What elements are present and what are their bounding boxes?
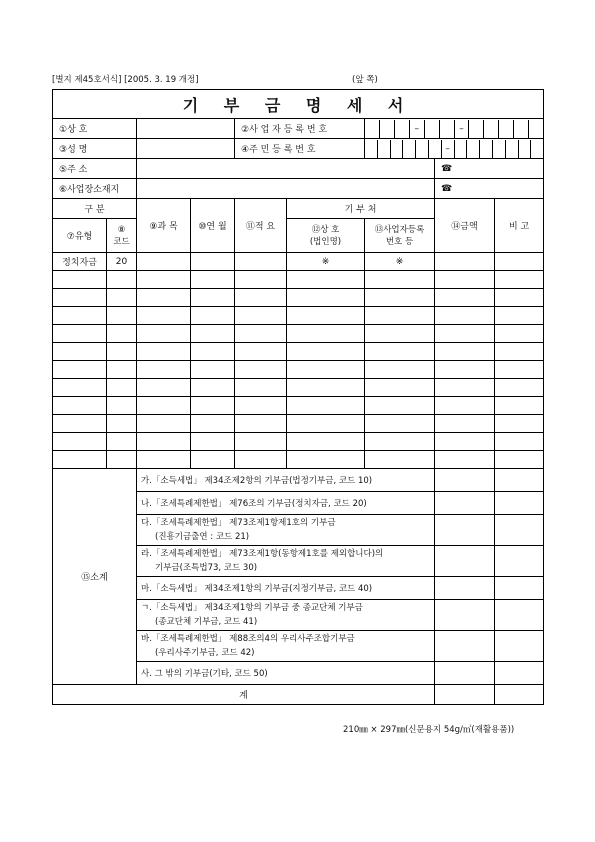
cell[interactable] xyxy=(435,397,495,415)
cell[interactable] xyxy=(235,271,287,289)
cell[interactable] xyxy=(287,415,365,433)
subtotal-item xyxy=(137,600,435,631)
donee-name-note: ※ xyxy=(287,253,365,271)
table-row xyxy=(53,361,544,379)
donee-name-label: ⑫상 호 xyxy=(311,224,340,235)
cell[interactable] xyxy=(495,433,544,451)
subtotal-item xyxy=(137,469,435,492)
cell[interactable] xyxy=(53,343,107,361)
subtotal-remarks[interactable] xyxy=(495,577,544,600)
cell[interactable] xyxy=(191,325,235,343)
cell[interactable] xyxy=(365,361,435,379)
total-label: 계 xyxy=(53,685,435,705)
subtotal-item-text: 다.「조세특례제한법」 제73조제1항제1호의 기부금 xyxy=(141,518,336,528)
cell[interactable] xyxy=(137,451,191,469)
bizno-dash: – xyxy=(409,120,424,138)
table-row xyxy=(53,271,544,289)
cell[interactable] xyxy=(137,271,191,289)
cell[interactable] xyxy=(107,307,137,325)
subtotal-amount[interactable] xyxy=(435,469,495,492)
cell[interactable] xyxy=(435,343,495,361)
cell[interactable] xyxy=(495,289,544,307)
cell[interactable] xyxy=(107,433,137,451)
cell[interactable] xyxy=(107,361,137,379)
cell[interactable] xyxy=(235,397,287,415)
subtotal-item-text: 가.「소득세법」 제34조제2항의 기부금(법정기부금, 코드 10) xyxy=(141,476,373,486)
cell[interactable] xyxy=(365,397,435,415)
cell[interactable] xyxy=(235,253,287,271)
code-number: ⑧ xyxy=(117,224,126,235)
cell[interactable] xyxy=(107,343,137,361)
subtotal-amount[interactable] xyxy=(435,600,495,631)
address-label: ⑤주 소 xyxy=(53,159,137,179)
donee-bizno-header xyxy=(365,219,435,253)
cell[interactable] xyxy=(235,379,287,397)
remarks-header: 비 고 xyxy=(495,199,544,253)
table-row xyxy=(53,415,544,433)
cell[interactable] xyxy=(53,397,107,415)
cell[interactable] xyxy=(191,361,235,379)
cell[interactable] xyxy=(365,289,435,307)
summary-header: ⑪적 요 xyxy=(235,199,287,253)
cell[interactable] xyxy=(53,379,107,397)
page-side: (앞 쪽) xyxy=(352,75,378,85)
table-row xyxy=(53,289,544,307)
cell[interactable] xyxy=(235,289,287,307)
subtotal-item-text: 라.「조세특례제한법」 제73조제1항(동항제1호를 제외합니다)의 xyxy=(141,549,384,559)
cell[interactable] xyxy=(107,289,137,307)
cell[interactable] xyxy=(53,271,107,289)
cell[interactable] xyxy=(235,451,287,469)
cell[interactable] xyxy=(191,289,235,307)
cell[interactable] xyxy=(365,325,435,343)
total-remarks[interactable] xyxy=(495,685,544,705)
cell[interactable] xyxy=(137,379,191,397)
donee-bizno-sub: 번호 등 xyxy=(385,236,414,247)
cell[interactable] xyxy=(191,343,235,361)
cell[interactable] xyxy=(137,289,191,307)
cell[interactable] xyxy=(365,343,435,361)
cell[interactable] xyxy=(137,415,191,433)
cell[interactable] xyxy=(287,451,365,469)
amount-header: ⑭금액 xyxy=(435,199,495,253)
form-title: 기 부 금 명 세 서 xyxy=(53,90,544,119)
subtotal-item-text: 나.「조세특례제한법」 제76조의 기부금(정치자금, 코드 20) xyxy=(141,499,367,509)
table-row xyxy=(53,307,544,325)
cell[interactable] xyxy=(235,433,287,451)
bizno-field[interactable] xyxy=(365,119,544,139)
subtotal-row xyxy=(53,469,544,492)
cell[interactable] xyxy=(435,325,495,343)
subtotal-item xyxy=(137,492,435,515)
person-label: ③성 명 xyxy=(53,139,137,159)
cell[interactable] xyxy=(495,415,544,433)
cell[interactable] xyxy=(495,397,544,415)
subtotal-item-text: 사. 그 밖의 기부금(기타, 코드 50) xyxy=(141,669,268,679)
cell[interactable] xyxy=(107,325,137,343)
donation-statement-form xyxy=(52,89,544,705)
cell[interactable] xyxy=(435,415,495,433)
cell[interactable] xyxy=(191,415,235,433)
cell[interactable] xyxy=(287,397,365,415)
cell[interactable] xyxy=(107,451,137,469)
cell[interactable] xyxy=(137,253,191,271)
cell[interactable] xyxy=(365,415,435,433)
cell[interactable] xyxy=(107,415,137,433)
subtotal-amount[interactable] xyxy=(435,515,495,546)
cell[interactable] xyxy=(107,397,137,415)
cell[interactable] xyxy=(287,307,365,325)
subtotal-remarks[interactable] xyxy=(495,631,544,662)
cell[interactable] xyxy=(191,379,235,397)
subtotal-amount[interactable] xyxy=(435,492,495,515)
cell[interactable] xyxy=(435,451,495,469)
donee-header: 기 부 처 xyxy=(287,199,435,219)
category-header: 구 분 xyxy=(53,199,137,219)
subtotal-item-text: ㄱ.「소득세법」 제34조제1항의 기부금 중 종교단체 기부금 xyxy=(141,603,363,613)
code-header xyxy=(107,219,137,253)
subtotal-item-text: 기부금(조특법73, 코드 30) xyxy=(155,563,258,573)
subtotal-item xyxy=(137,662,435,685)
cell[interactable] xyxy=(191,271,235,289)
cell[interactable] xyxy=(53,415,107,433)
cell[interactable] xyxy=(435,271,495,289)
subtotal-amount[interactable] xyxy=(435,662,495,685)
cell[interactable] xyxy=(435,361,495,379)
cell[interactable] xyxy=(287,433,365,451)
table-row xyxy=(53,397,544,415)
table-row xyxy=(53,451,544,469)
subtotal-remarks[interactable] xyxy=(495,600,544,631)
cell[interactable] xyxy=(495,361,544,379)
resid-field[interactable] xyxy=(365,139,544,159)
cell[interactable] xyxy=(191,451,235,469)
subtotal-item xyxy=(137,577,435,600)
cell[interactable] xyxy=(53,451,107,469)
cell[interactable] xyxy=(53,289,107,307)
subtotal-item-text: (진흥기금출연 : 코드 21) xyxy=(155,532,250,542)
table-row xyxy=(53,343,544,361)
subtotal-remarks[interactable] xyxy=(495,492,544,515)
donee-bizno-label: ⑬사업자등록 xyxy=(374,224,425,235)
cell[interactable] xyxy=(495,307,544,325)
row-code: 20 xyxy=(107,253,137,271)
code-label: 코드 xyxy=(113,236,130,247)
cell[interactable] xyxy=(287,289,365,307)
phone-icon: ☎ xyxy=(435,179,544,199)
cell[interactable] xyxy=(287,379,365,397)
cell[interactable] xyxy=(435,253,495,271)
phone-icon: ☎ xyxy=(435,159,544,179)
name-label: ①상 호 xyxy=(53,119,137,139)
cell[interactable] xyxy=(495,271,544,289)
cell[interactable] xyxy=(191,433,235,451)
subtotal-item-text: (우리사주기부금, 코드 42) xyxy=(155,648,255,658)
cell[interactable] xyxy=(137,307,191,325)
cell[interactable] xyxy=(53,325,107,343)
subtotal-item xyxy=(137,546,435,577)
subtotal-item-text: 마.「소득세법」 제34조제1항의 기부금(지정기부금, 코드 40) xyxy=(141,584,373,594)
cell[interactable] xyxy=(53,307,107,325)
subtotal-item xyxy=(137,631,435,662)
cell[interactable] xyxy=(435,307,495,325)
cell[interactable] xyxy=(191,307,235,325)
form-number: [별지 제45호서식] [2005. 3. 19 개정] xyxy=(52,75,199,85)
cell[interactable] xyxy=(287,361,365,379)
cell[interactable] xyxy=(137,361,191,379)
cell[interactable] xyxy=(235,361,287,379)
address-field[interactable] xyxy=(137,159,435,179)
total-amount[interactable] xyxy=(435,685,495,705)
cell[interactable] xyxy=(365,379,435,397)
subtotal-item-text: 바.「조세특례제한법」 제88조의4의 우리사주조합기부금 xyxy=(141,634,355,644)
cell[interactable] xyxy=(495,343,544,361)
date-header: ⑩연 월 xyxy=(191,199,235,253)
cell[interactable] xyxy=(137,325,191,343)
workplace-field[interactable] xyxy=(137,179,435,199)
cell[interactable] xyxy=(53,361,107,379)
person-field[interactable] xyxy=(137,139,235,159)
name-field[interactable] xyxy=(137,119,235,139)
bizno-dash: – xyxy=(454,120,469,138)
subtotal-item xyxy=(137,515,435,546)
cell[interactable] xyxy=(365,451,435,469)
cell[interactable] xyxy=(137,433,191,451)
cell[interactable] xyxy=(495,325,544,343)
cell[interactable] xyxy=(435,379,495,397)
donee-name-sub: (법인명) xyxy=(309,236,342,247)
resid-dash: – xyxy=(441,140,454,158)
bizno-label: ②사 업 자 등 록 번 호 xyxy=(235,119,365,139)
cell[interactable] xyxy=(235,325,287,343)
cell[interactable] xyxy=(365,433,435,451)
type-header: ⑦유형 xyxy=(53,219,107,253)
cell[interactable] xyxy=(137,397,191,415)
donee-bizno-note: ※ xyxy=(365,253,435,271)
cell[interactable] xyxy=(191,253,235,271)
subtotal-remarks[interactable] xyxy=(495,546,544,577)
workplace-label: ⑥사업장소재지 xyxy=(53,179,137,199)
subtotal-amount[interactable] xyxy=(435,546,495,577)
cell[interactable] xyxy=(495,253,544,271)
subtotal-label: ⑮소계 xyxy=(53,469,137,685)
subject-header: ⑨과 목 xyxy=(137,199,191,253)
subtotal-item-text: (종교단체 기부금, 코드 41) xyxy=(155,617,258,627)
table-row xyxy=(53,253,544,271)
cell[interactable] xyxy=(53,433,107,451)
subtotal-remarks[interactable] xyxy=(495,515,544,546)
cell[interactable] xyxy=(235,415,287,433)
subtotal-amount[interactable] xyxy=(435,577,495,600)
cell[interactable] xyxy=(435,289,495,307)
cell[interactable] xyxy=(287,343,365,361)
table-row xyxy=(53,433,544,451)
cell[interactable] xyxy=(235,343,287,361)
paper-spec: 210㎜ × 297㎜(신문용지 54g/㎡(재활용품)) xyxy=(343,725,515,735)
cell[interactable] xyxy=(235,307,287,325)
resid-label: ④주 민 등 록 번 호 xyxy=(235,139,365,159)
subtotal-remarks[interactable] xyxy=(495,662,544,685)
table-row xyxy=(53,325,544,343)
cell[interactable] xyxy=(287,271,365,289)
cell[interactable] xyxy=(191,397,235,415)
cell[interactable] xyxy=(365,271,435,289)
cell[interactable] xyxy=(137,343,191,361)
cell[interactable] xyxy=(495,379,544,397)
table-row xyxy=(53,379,544,397)
cell[interactable] xyxy=(107,379,137,397)
cell[interactable] xyxy=(287,325,365,343)
row-type: 정치자금 xyxy=(53,253,107,271)
cell[interactable] xyxy=(495,451,544,469)
subtotal-remarks[interactable] xyxy=(495,469,544,492)
cell[interactable] xyxy=(365,307,435,325)
subtotal-amount[interactable] xyxy=(435,631,495,662)
donee-name-header xyxy=(287,219,365,253)
cell[interactable] xyxy=(435,433,495,451)
cell[interactable] xyxy=(107,271,137,289)
